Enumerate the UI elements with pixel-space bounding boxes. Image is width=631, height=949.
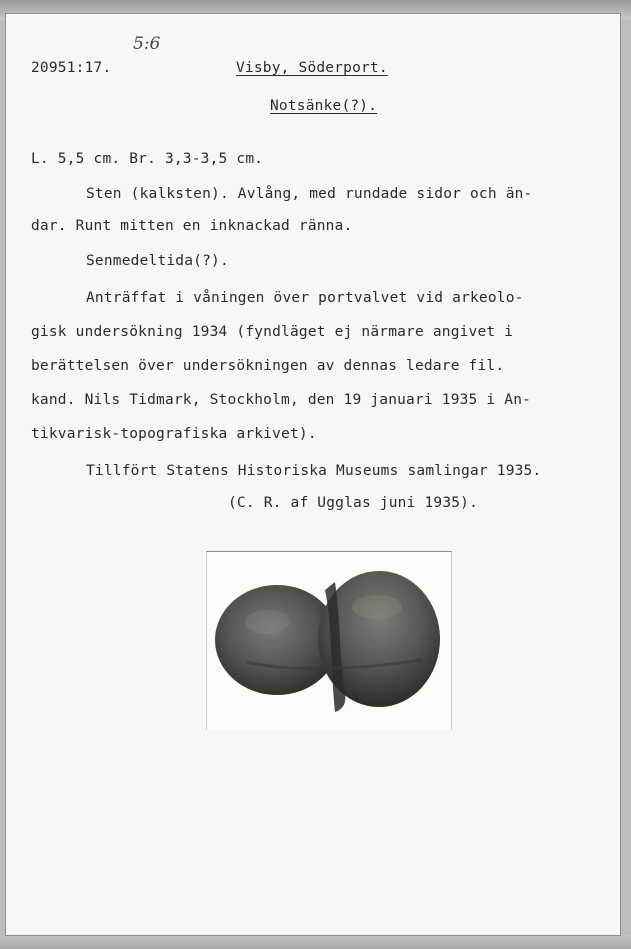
catalog-number: 20951:17.: [31, 60, 112, 76]
find-context-line: tikvarisk-topografiska arkivet).: [31, 426, 317, 442]
description-line: dar. Runt mitten en inknackad ränna.: [31, 218, 353, 234]
find-context-line: gisk undersökning 1934 (fyndläget ej närmare angivet i: [31, 324, 514, 340]
catalog-card: [6, 14, 620, 935]
scan-bottom-edge: [0, 935, 631, 949]
accession-line: Tillfört Statens Historiska Museums samlingar 1935.: [86, 463, 542, 479]
net-sinker-stone-image: [207, 552, 451, 730]
stone-highlight: [245, 610, 289, 634]
find-context-line: berättelsen över undersökningen av dennas ledare fil.: [31, 358, 505, 374]
find-location: Visby, Söderport.: [236, 60, 388, 76]
handwritten-number: 5:6: [133, 34, 161, 54]
artifact-photo: [206, 551, 452, 730]
dimensions-line: L. 5,5 cm. Br. 3,3-3,5 cm.: [31, 151, 264, 167]
find-context-line: kand. Nils Tidmark, Stockholm, den 19 januari 1935 i An-: [31, 392, 532, 408]
description-line: Sten (kalksten). Avlång, med rundade sidor och än-: [86, 186, 533, 202]
stone-highlight: [352, 595, 402, 619]
signature-line: (C. R. af Ugglas juni 1935).: [228, 495, 479, 511]
find-context-line: Anträffat i våningen över portvalvet vid arkeolo-: [86, 290, 524, 306]
object-name-text: Notsänke(?).: [270, 98, 378, 114]
dating-line: Senmedeltida(?).: [86, 253, 229, 269]
object-name: [270, 98, 377, 114]
